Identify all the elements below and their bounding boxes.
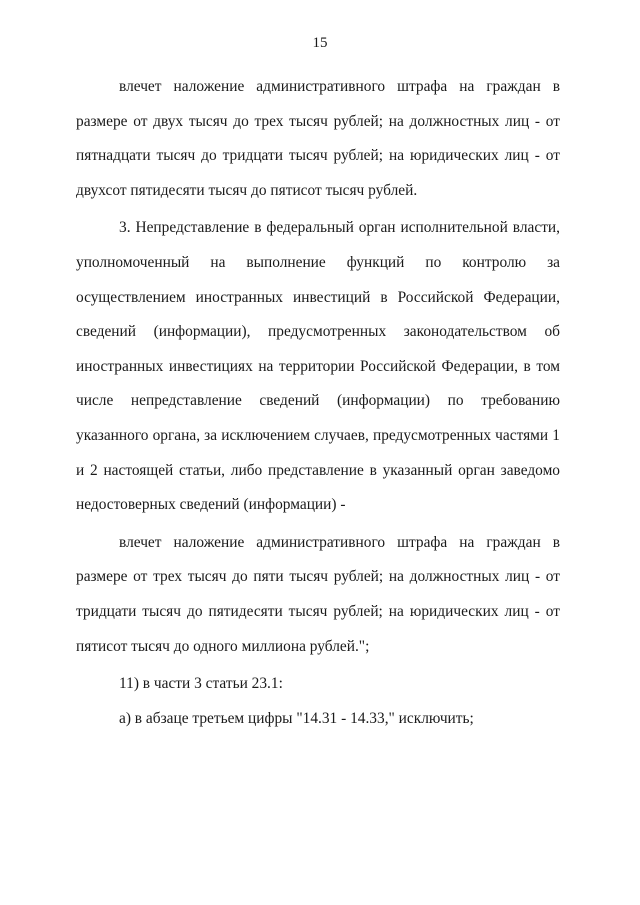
paragraph-subitem-a: а) в абзаце третьем цифры "14.31 - 14.33," исключить;: [119, 709, 474, 727]
paragraph-part-3: 3. Непредставление в федеральный орган исполнительной власти, уполномоченный на выполнение функций по контролю за осуществлением иностранных инвестиций в Российской Федерации, сведений (информации), предусмотренных законодательством об иностранных инвестициях на территории Российской Федерации, в том числе непредставление сведений (информации) по требованию указанного органа, за исключением случаев, предусмотренных частями 1 и 2 настоящей статьи, либо представление в указанный орган заведомо недостоверных сведений (информации) -: [76, 219, 560, 514]
page-number: 15: [312, 35, 328, 51]
document-body: [76, 70, 560, 736]
paragraph-penalty-2: влечет наложение административного штрафа на граждан в размере от трех тысяч до пяти тысяч рублей; на должностных лиц - от тридцати тысяч до пятидесяти тысяч рублей; на юридических лиц - от пятисот тысяч до одного миллиона рублей.";: [76, 533, 560, 655]
paragraph-penalty-1: влечет наложение административного штрафа на граждан в размере от двух тысяч до трех тысяч рублей; на должностных лиц - от пятнадцати тысяч до тридцати тысяч рублей; на юридических лиц - от двухсот пятидесяти тысяч до пятисот тысяч рублей.: [76, 78, 560, 199]
paragraph-item-11: 11) в части 3 статьи 23.1:: [119, 675, 283, 693]
